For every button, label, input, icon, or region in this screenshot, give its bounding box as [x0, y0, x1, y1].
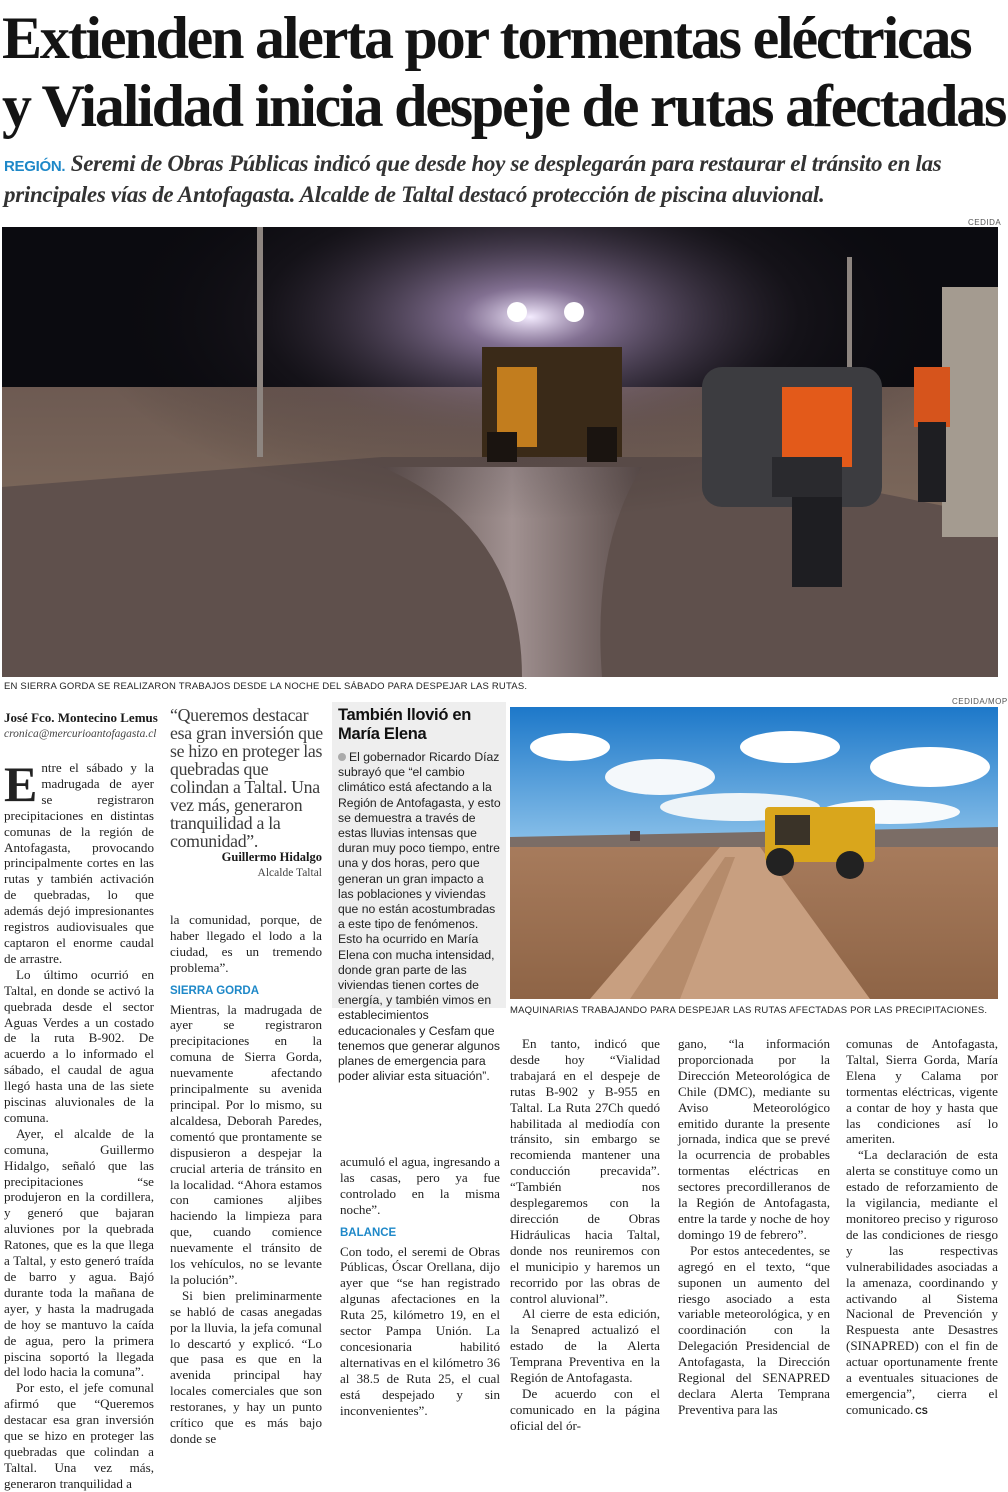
section-head-sierra-gorda: SIERRA GORDA	[170, 984, 260, 997]
desert-road-photo-art	[510, 707, 998, 999]
paragraph: Al cierre de esta edición, la Senapred actualizó el estado de la Alerta Temprana Preventiva en la Región de Antofagasta.	[510, 1306, 660, 1386]
paragraph: Con todo, el seremi de Obras Públicas, Óscar Orellana, dijo ayer que “se han registrado algunas afectaciones en la Ruta 25, kilómetro 19, en el sector Pampa Unión. La concesionaria habilitó alternativas en el kilómetro 36 al 38.5 de Ruta 25, el cual está despejado y sin inconvenientes”.	[340, 1243, 500, 1418]
headline-line-2: y Vialidad inicia despeje de rutas afectadas	[2, 73, 1006, 139]
paragraph: Por estos antecedentes, se agregó en el texto, “que suponen un aumento del riesgo asociado a esta variable meteorológica, y en coordinación con la Delegación Presidencial de Antofagasta, la Dirección Regional del SENAPRED declara Alerta Temprana Preventiva para las	[678, 1242, 830, 1417]
dek-kicker: REGIÓN.	[4, 158, 66, 175]
pull-quote-name: Guillermo Hidalgo	[221, 850, 322, 864]
headline-line-1: Extienden alerta por tormentas eléctricas	[2, 5, 971, 71]
paragraph: gano, “la información proporcionada por la Dirección Meteorológica de Chile (DMC), mediante su Aviso Meteorológico emitido durante la presente jornada, indica que se prevé la ocurrencia de probables tormentas eléctricas en sectores precordilleranos de la Región de Antofagasta, entre la tarde y noche de hoy domingo 19 de febrero”.	[678, 1036, 830, 1242]
paragraph: Mientras, la madrugada de ayer se registraron precipitaciones en la comuna de Sierra Gorda, nuevamente afectando principalmente su avenida principal. Por lo mismo, su alcaldesa, Deborah Paredes, comentó que prontamente se dispusieron a despejar la crucial arteria de tránsito en la localidad. “Ahora estamos con camiones aljibes haciendo la limpieza para que, cuando comience nuevamente el tránsito de los vehículos, no se levante la polución”.	[170, 1001, 322, 1287]
photo2-credit: CEDIDA/MOP	[952, 697, 1008, 706]
dek-text: Seremi de Obras Públicas indicó que desde hoy se desplegarán para restaurar el tránsito en las principales vías de Antofagasta. Alcalde de Taltal destacó protección de piscina aluvional.	[4, 151, 942, 207]
paragraph: Por esto, el jefe comunal afirmó que “Queremos destacar esa gran inversión que se hizo en proteger las quebradas que colindan a Taltal. Una vez más, generaron tranquilidad a	[4, 1380, 154, 1491]
dropcap: E	[4, 756, 38, 812]
byline-author: José Fco. Montecino Lemus	[4, 710, 158, 725]
sidebar-body: El gobernador Ricardo Díaz subrayó que “el cambio climático está afectando a la Región de Antofagasta, y esto se demuestra a través de estas lluvias intensas que duran muy poco tiempo, entre una y dos horas, pero que generan un gran impacto a las poblaciones y viviendas que no están acostumbradas a este tipo de fenómenos. Esto ha ocurrido en María Elena con mucha intensidad, donde gran parte de las viviendas tienen cortes de energía, y también vimos en establecimientos educacionales y Cesfam que tenemos que generar algunos planes de emergencia para poder aliviar esta situación”.	[338, 750, 501, 1084]
pull-quote: “Queremos destacar esa gran inversión que se hizo en proteger las quebradas que colindan a Taltal. Una vez más, generaron tranquilidad a la comunidad”.	[170, 705, 323, 851]
article-column-6	[846, 1036, 998, 1420]
end-mark: CS	[915, 1405, 928, 1416]
article-column-5	[678, 1036, 830, 1418]
paragraph: Si bien preliminarmente se habló de casas anegadas por la lluvia, la jefa comunal lo descartó y explicó. “Lo que pasa es que en la avenida principal hay locales comerciales que son restoranes, y hay un punto crítico que es más bajo donde se	[170, 1287, 322, 1446]
article-column-1	[4, 756, 154, 1492]
sidebar-box	[338, 706, 502, 1084]
paragraph: la comunidad, porque, de haber llegado el lodo a la ciudad, es un tremendo problema”.	[170, 912, 322, 975]
photo2-caption: MAQUINARIAS TRABAJANDO PARA DESPEJAR LAS RUTAS AFECTADAS POR LAS PRECIPITACIONES.	[510, 1005, 988, 1016]
paragraph: acumuló el agua, ingresando a las casas, pero ya fue controlado en la misma noche”.	[340, 1154, 500, 1217]
sidebar-title: También llovió en María Elena	[338, 706, 472, 743]
paragraph: En tanto, indicó que desde hoy “Vialidad trabajará en el despeje de rutas B-902 y B-955 en Taltal. La Ruta 27Ch quedó habilitada al mediodía con tránsito, sin embargo se recomienda mantener una conducción precavida”. “También nos desplegaremos con la dirección de Obras Hidráulicas hacia Taltal, donde nos reuniremos con el municipio y haremos un recorrido por las obras de control aluvional”.	[510, 1036, 660, 1306]
pull-quote-attribution	[170, 850, 322, 879]
desert-road-photo	[510, 707, 998, 999]
article-column-2	[170, 912, 322, 1447]
paragraph: De acuerdo con el comunicado en la página oficial del ór-	[510, 1385, 660, 1433]
paragraph: Ayer, el alcalde de la comuna, Guillermo Hidalgo, señaló que las precipitaciones “se produjeron en la cordillera, y generó que bajaran aluviones por la quebrada Ratones, que es la que llega a Taltal, y esto generó traída de barro y agua. Bajó durante toda la mañana de ayer, y hasta la madrugada de hoy se mantuvo la caída de agua, pero la primera piscina soportó la llegada del lodo hacia la comuna”.	[4, 1125, 154, 1380]
section-head-balance: BALANCE	[340, 1226, 397, 1239]
article-column-4	[510, 1036, 660, 1434]
paragraph: Lo último ocurrió en Taltal, en donde se activó la quebrada desde el sector Aguas Verdes a un costado de la ruta B-902. De acuerdo a lo informado el sábado, el caudal de agua llegó hasta una de las siete piscinas aluvionales de la comuna.	[4, 966, 154, 1125]
byline	[4, 710, 158, 740]
night-road-photo-art	[2, 227, 998, 677]
paragraph: “La declaración de esta alerta se constituye como un estado de reforzamiento de la vigilancia, mediante el monitoreo preciso y riguroso de las condiciones de riesgo y las respectivas vulnerabilidades asociadas a la amenaza, coordinando y activando al Sistema Nacional de Prevención y Respuesta ante Desastres (SINAPRED) con el fin de actuar oportunamente frente a eventuales situaciones de emergencia”, cierra el comunicado. CS	[846, 1147, 998, 1417]
paragraph: comunas de Antofagasta, Taltal, Sierra Gorda, María Elena y Calama por tormentas eléctricas, vigente a contar de hoy y hasta que las condiciones así lo ameriten.	[846, 1036, 998, 1147]
pull-quote-role: Alcalde Taltal	[257, 867, 322, 879]
photo1-caption: EN SIERRA GORDA SE REALIZARON TRABAJOS DESDE LA NOCHE DEL SÁBADO PARA DESPEJAR LAS RUTAS.	[4, 681, 528, 692]
dek	[4, 150, 998, 209]
byline-email: cronica@mercurioantofagasta.cl	[4, 728, 157, 740]
night-road-photo	[2, 227, 998, 677]
article-column-3	[340, 1154, 500, 1419]
photo1-credit: CEDIDA	[968, 218, 1002, 227]
paragraph: Entre el sábado y la madrugada de ayer se registraron precipitaciones en distintas comunas de la región de Antofagasta, provocando principalmente cortes en las rutas y también activación de quebradas, lo que además dejó impresionantes registros audiovisuales que captaron el enorme caudal de arrastre.	[4, 756, 154, 966]
headline	[2, 4, 1006, 140]
bullet-dot-icon	[338, 753, 346, 761]
